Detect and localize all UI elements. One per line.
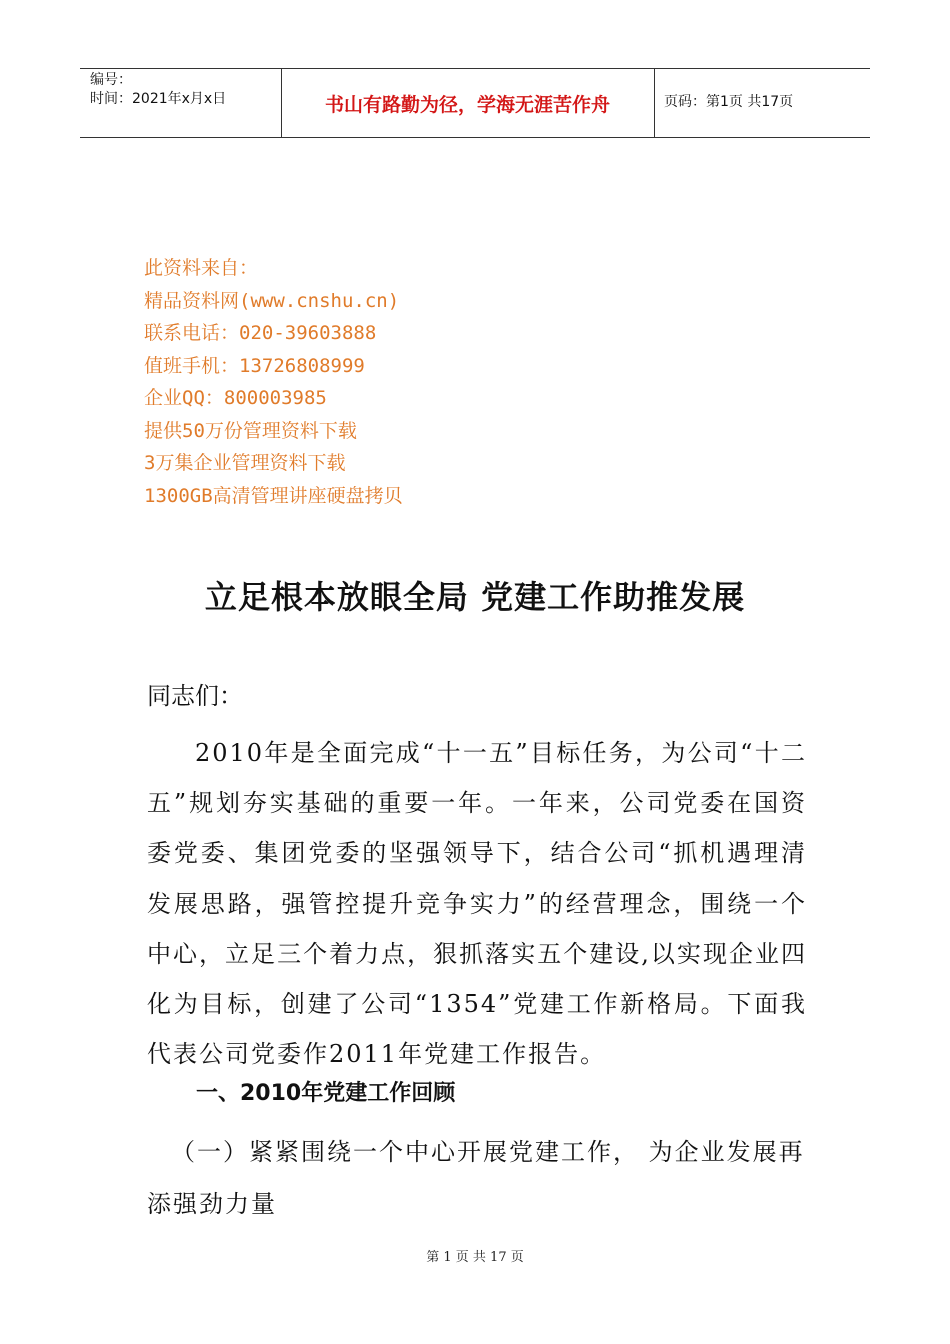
page-header <box>80 68 870 138</box>
source-line: 提供50万份管理资料下载 <box>144 419 357 442</box>
date-label: 时间：2021年x月x日 <box>90 91 227 107</box>
source-line: 企业QQ：800003985 <box>144 387 327 409</box>
header-meta <box>90 71 226 109</box>
salutation: 同志们： <box>147 682 243 710</box>
source-line: 精品资料网(www.cnshu.cn) <box>144 289 400 312</box>
number-label: 编号： <box>90 72 132 88</box>
source-line: 值班手机：13726808999 <box>144 354 365 377</box>
source-line: 1300GB高清管理讲座硬盘拷贝 <box>144 484 403 507</box>
subsection-heading: （一）紧紧围绕一个中心开展党建工作， 为企业发展再添强劲力量 <box>147 1138 805 1218</box>
document-title: 立足根本放眼全局 党建工作助推发展 <box>204 578 746 616</box>
source-info-block <box>144 252 403 512</box>
source-line: 3万集企业管理资料下载 <box>144 452 346 474</box>
paragraph: 2010年是全面完成“十一五”目标任务，为公司“十二五”规划夯实基础的重要一年。一年来，公司党委在国资委党委、集团党委的坚强领导下，结合公司“抓机遇理清发展思路，强管控提升竞争实力”的经营理念，围绕一个中心，立足三个着力点，狠抓落实五个建设,以实现企业四化为目标，创建了公司“1354”党建工作新格局。下面我代表公司党委作2011年党建工作报告。 <box>147 739 807 1069</box>
header-divider <box>654 69 655 137</box>
section-heading: 一、2010年党建工作回顾 <box>196 1081 456 1106</box>
header-motto: 书山有路勤为径，学海无涯苦作舟 <box>324 93 610 116</box>
source-line: 此资料来自： <box>144 257 259 279</box>
header-page-info: 页码：第1页 共17页 <box>664 94 794 110</box>
page-footer: 第 1 页 共 17 页 <box>426 1250 524 1265</box>
source-line: 联系电话：020-39603888 <box>144 322 377 344</box>
